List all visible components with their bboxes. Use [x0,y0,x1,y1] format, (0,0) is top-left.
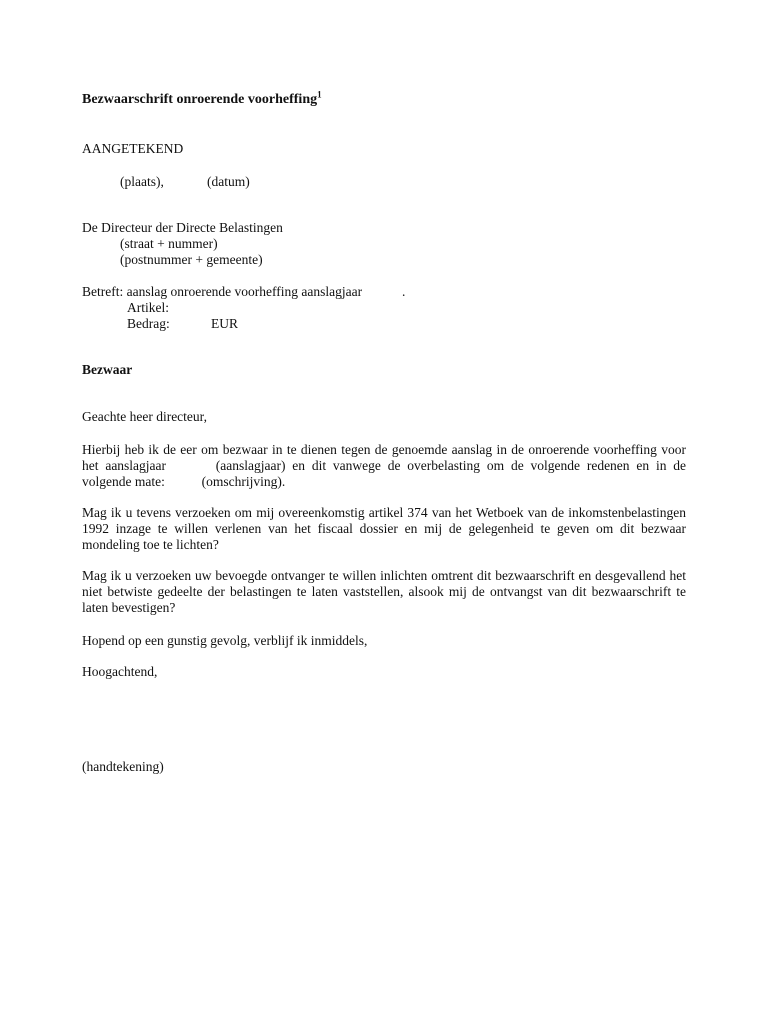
date-placeholder: (datum) [207,174,250,189]
paragraph-2: Mag ik u tevens verzoeken om mij overeenkomstig artikel 374 van het Wetboek van de inkomstenbelastingen 1992 inzage te willen verlenen van het fiscaal dossier en mij de gelegenheid te geven om dit bezwaar mondeling toe te lichten? [82,505,686,552]
artikel-label: Artikel: [127,300,169,315]
addressee-line-3: (postnummer + gemeente) [120,252,263,267]
paragraph-1-part-2: (aanslagjaar) en dit vanwege de overbelasting om de volgende redenen en in de volgende mate: [82,458,687,489]
signature-placeholder: (handtekening) [82,759,164,774]
paragraph-1 [82,442,686,490]
footnote-marker: 1 [317,89,322,100]
addressee-line-2: (straat + nummer) [120,236,218,251]
addressee-line-1: De Directeur der Directe Belastingen [82,220,283,235]
document-title [82,89,322,108]
paragraph-1-part-1: Hierbij heb ik de eer om bezwaar in te dienen tegen de genoemde aanslag in de onroerende voorheffing voor het aanslagjaar [82,442,686,473]
section-heading: Bezwaar [82,362,133,377]
paragraph-1-part-3: (omschrijving). [201,474,286,489]
paragraph-3: Mag ik u verzoeken uw bevoegde ontvanger te willen inlichten omtrent dit bezwaarschrift en desgevallend het niet betwiste gedeelte der belastingen te laten vaststellen, alsook mij de ontvangst van dit bezwaarschrift te laten bevestigen? [82,568,686,615]
aangetekend-label: AANGETEKEND [82,141,184,156]
closing: Hoogachtend, [82,664,158,679]
title-text: Bezwaarschrift onroerende voorheffing [82,92,318,107]
closing-line: Hopend op een gunstig gevolg, verblijf ik inmiddels, [82,633,368,648]
betreft-period: . [402,284,406,299]
eur-label: EUR [211,316,238,331]
betreft-line: Betreft: aanslag onroerende voorheffing aanslagjaar [82,284,363,299]
salutation: Geachte heer directeur, [82,409,208,424]
bedrag-label: Bedrag: [127,316,170,331]
place-placeholder: (plaats), [120,174,164,189]
